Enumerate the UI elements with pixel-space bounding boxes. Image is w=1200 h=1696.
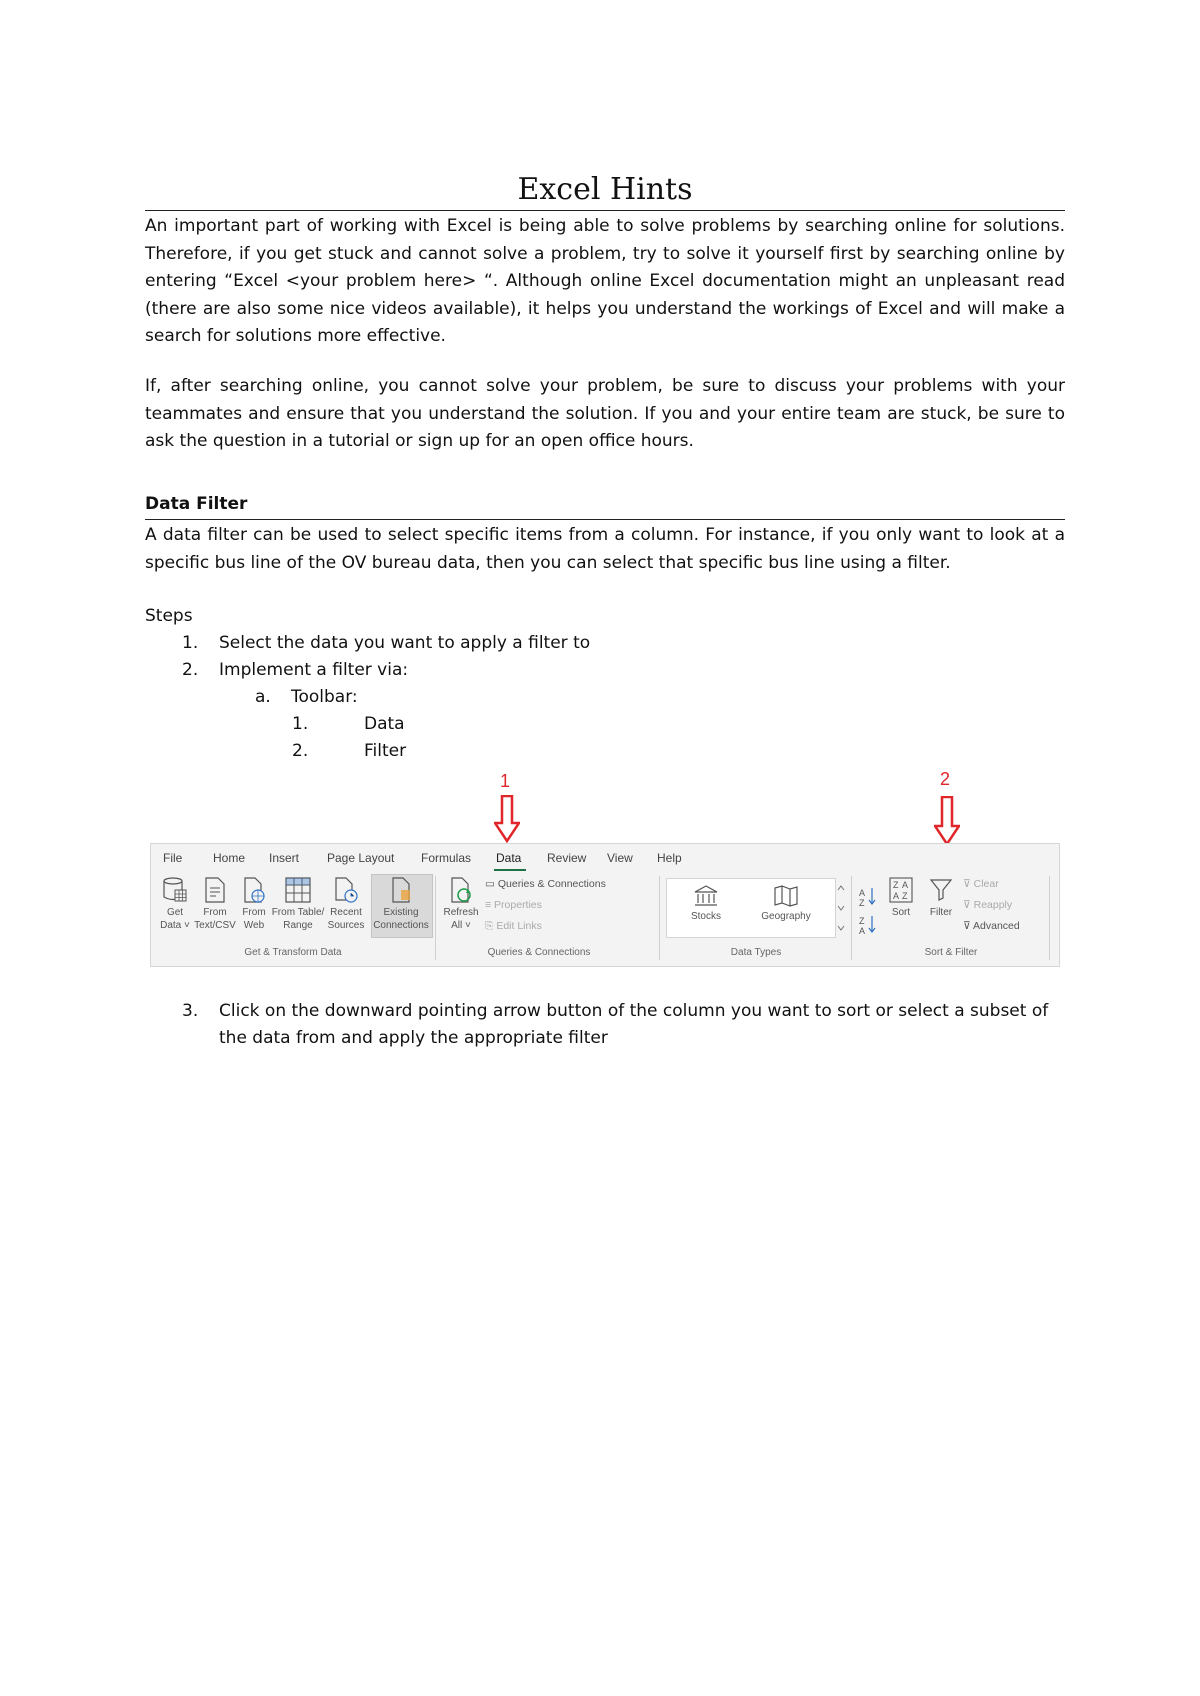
button-label: Sort: [891, 907, 911, 918]
sort-button[interactable]: [883, 876, 919, 919]
sub-step-letter: a.: [255, 687, 271, 707]
title-divider: [145, 210, 1065, 211]
tab-help[interactable]: Help: [657, 851, 682, 865]
svg-text:A: A: [893, 891, 900, 901]
sort-icon: [888, 876, 914, 904]
button-label: Connections: [373, 920, 429, 931]
stocks-button[interactable]: [676, 884, 736, 923]
recent-file-icon: [333, 876, 359, 904]
group-label: Data Types: [730, 947, 782, 958]
sub-sub-step-number: 2.: [292, 741, 309, 761]
reapply-button[interactable]: [963, 899, 1012, 911]
button-label: Existing: [383, 907, 419, 918]
intro-paragraph-2: If, after searching online, you cannot solve your problem, be sure to discuss your problems with your teammates and ensure that you understand the solution. If you and your entire team are stuck, be sure to ask the question in a tutorial or sign up for an open office hours.: [145, 376, 1065, 451]
svg-text:Z: Z: [859, 916, 865, 926]
svg-text:Z: Z: [859, 898, 865, 908]
sub-sub-step-text: Data: [364, 714, 405, 734]
excel-ribbon-screenshot: [150, 843, 1060, 967]
group-separator: [659, 876, 660, 960]
button-label: Queries & Connections: [497, 878, 606, 890]
tab-home[interactable]: Home: [213, 851, 246, 865]
step-number: 3.: [182, 1001, 199, 1021]
intro-paragraph-1: An important part of working with Excel is being able to solve problems by searching online for solutions. Therefore, if you get stuck and cannot solve a problem, try to solve it yourself first by searching online by entering “Excel <your problem here> “. Although online Excel documentation might an unpleasant read (there are also some nice videos available), it helps you understand the workings of Excel and will make a search for solutions more effective.: [145, 216, 1065, 346]
sub-sub-step-text: Filter: [364, 741, 407, 761]
filter-button[interactable]: [923, 876, 959, 919]
tab-file[interactable]: File: [163, 851, 183, 865]
text-file-icon: [202, 876, 228, 904]
gallery-scroll-icon[interactable]: [835, 878, 847, 938]
button-label: Recent: [330, 907, 362, 918]
step-text: Implement a filter via:: [219, 660, 409, 680]
recent-sources-button[interactable]: [325, 876, 367, 932]
step-number: 2.: [182, 660, 199, 680]
group-separator: [435, 876, 436, 960]
button-label: Geography: [761, 911, 811, 922]
button-label: From: [203, 907, 227, 918]
button-label: From Table/: [271, 907, 325, 918]
sub-step-text: Toolbar:: [291, 687, 358, 707]
table-icon: [284, 876, 312, 904]
properties-button[interactable]: [485, 899, 542, 911]
edit-links-button[interactable]: [485, 920, 542, 933]
funnel-icon: [928, 876, 954, 904]
button-label: Reapply: [973, 899, 1013, 911]
refresh-all-button[interactable]: [439, 876, 483, 932]
marker-label: 2: [940, 769, 951, 789]
section-heading: Data Filter: [145, 494, 248, 514]
button-label: Advanced: [973, 920, 1020, 932]
queries-icon: ▭: [485, 878, 498, 890]
advanced-button[interactable]: [963, 920, 1020, 932]
section-divider: [145, 519, 1065, 520]
step-text: Click on the downward pointing arrow button of the column you want to sort or select a subset of the data from and apply the appropriate filter: [219, 1001, 1049, 1048]
get-data-button[interactable]: [157, 876, 193, 932]
group-label: Sort & Filter: [924, 947, 978, 958]
step-text: Select the data you want to apply a filter to: [219, 633, 591, 653]
database-icon: [162, 876, 188, 904]
button-label: Range: [283, 920, 313, 931]
button-label: All ˅: [451, 920, 471, 931]
map-icon: [773, 884, 799, 908]
svg-text:A: A: [859, 888, 866, 898]
page-title: Excel Hints: [517, 172, 693, 207]
tab-formulas[interactable]: Formulas: [421, 851, 472, 865]
from-table-range-button[interactable]: [271, 876, 325, 932]
clear-filter-icon: ⊽: [963, 878, 974, 890]
from-web-button[interactable]: [237, 876, 271, 932]
active-tab-indicator: [494, 869, 526, 871]
group-separator: [851, 876, 852, 960]
marker-label: 1: [500, 771, 511, 791]
tab-data[interactable]: Data: [496, 851, 522, 865]
properties-icon: ≡: [485, 899, 495, 911]
existing-connections-button[interactable]: [371, 876, 431, 932]
button-label: Properties: [494, 899, 542, 911]
reapply-icon: ⊽: [963, 899, 974, 911]
svg-text:A: A: [902, 880, 909, 890]
down-arrow-icon: [494, 795, 520, 843]
queries-connections-button[interactable]: [485, 878, 606, 890]
button-label: Sources: [327, 920, 365, 931]
clear-button[interactable]: [963, 878, 999, 890]
bank-icon: [693, 884, 719, 908]
web-page-icon: [241, 876, 267, 904]
button-label: Edit Links: [496, 920, 542, 932]
tab-page-layout[interactable]: Page Layout: [327, 851, 395, 865]
steps-label: Steps: [145, 606, 193, 626]
ribbon-tabs: [151, 844, 1059, 872]
tab-insert[interactable]: Insert: [269, 851, 300, 865]
button-label: Get: [166, 907, 184, 918]
from-text-csv-button[interactable]: [193, 876, 237, 932]
tab-view[interactable]: View: [607, 851, 633, 865]
svg-text:Z: Z: [893, 880, 899, 890]
tab-review[interactable]: Review: [547, 851, 587, 865]
connections-icon: [388, 876, 414, 904]
down-arrow-icon: [934, 796, 960, 846]
group-separator: [1049, 876, 1050, 960]
group-label: Queries & Connections: [487, 947, 591, 958]
geography-button[interactable]: [751, 884, 821, 923]
refresh-icon: [448, 876, 474, 904]
button-label: Web: [243, 920, 265, 931]
button-label: Clear: [973, 878, 999, 890]
button-label: Stocks: [690, 911, 721, 922]
svg-text:A: A: [859, 926, 866, 936]
step-number: 1.: [182, 633, 199, 653]
section-body: A data filter can be used to select specific items from a column. For instance, if you only want to look at a specific bus line of the OV bureau data, then you can select that specific bus line using a filter.: [145, 525, 1065, 573]
sort-az-icon[interactable]: [857, 882, 881, 936]
group-label: Get & Transform Data: [244, 947, 342, 958]
button-label: Text/CSV: [194, 920, 236, 931]
edit-links-icon: ⎘: [485, 920, 497, 932]
svg-text:Z: Z: [902, 891, 908, 901]
button-label: Data ˅: [160, 920, 190, 931]
button-label: Refresh: [443, 907, 479, 918]
sub-sub-step-number: 1.: [292, 714, 309, 734]
advanced-filter-icon: ⊽: [963, 920, 974, 932]
button-label: From: [242, 907, 266, 918]
button-label: Filter: [929, 907, 953, 918]
